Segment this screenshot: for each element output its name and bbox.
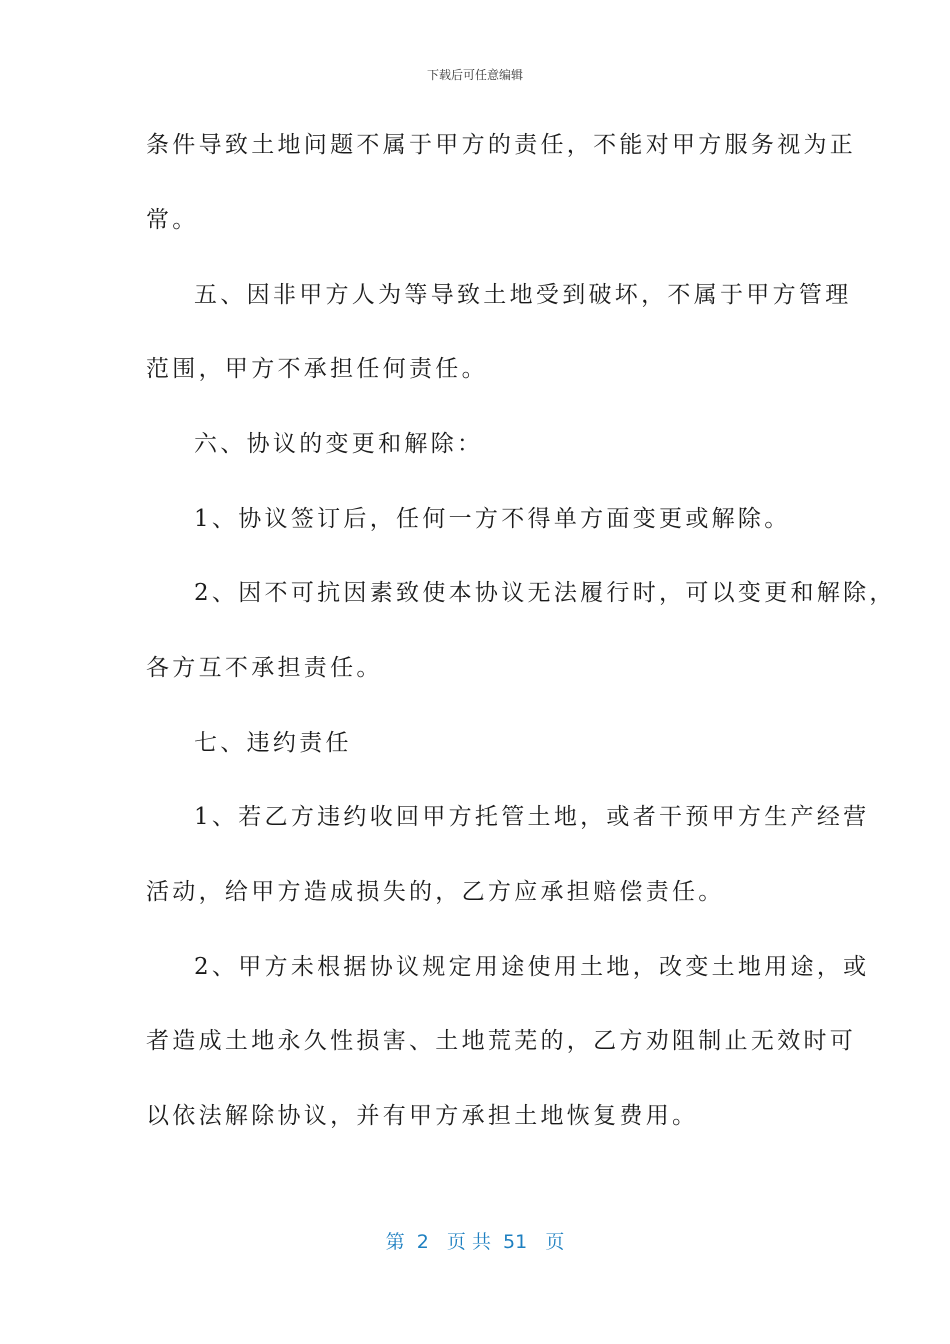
paragraph-line: 2、甲方未根据协议规定用途使用土地，改变土地用途，或 [194,954,870,980]
paragraph-line: 五、因非甲方人为等导致土地受到破坏，不属于甲方管理 [194,282,852,308]
paragraph-line: 范围，甲方不承担任何责任。 [146,356,488,382]
paragraph-line: 活动，给甲方造成损失的，乙方应承担赔偿责任。 [146,879,725,905]
paragraph-line: 以依法解除协议，并有甲方承担土地恢复费用。 [146,1103,699,1129]
paragraph-line: 1、协议签订后，任何一方不得单方面变更或解除。 [194,506,791,532]
paragraph-line: 者造成土地永久性损害、土地荒芜的，乙方劝阻制止无效时可 [146,1028,857,1054]
paragraph-line: 条件导致土地问题不属于甲方的责任，不能对甲方服务视为正 [146,132,857,158]
paragraph-line: 2、因不可抗因素致使本协议无法履行时，可以变更和解除， [194,580,896,606]
paragraph-line: 1、若乙方违约收回甲方托管土地，或者干预甲方生产经营 [194,804,870,830]
header-note: 下载后可任意编辑 [426,68,523,82]
section-heading: 六、协议的变更和解除： [194,431,484,457]
page-number: 第 2 页 共 51 页 [385,1231,565,1253]
paragraph-line: 常。 [146,207,199,233]
section-heading: 七、违约责任 [194,730,352,756]
paragraph-line: 各方互不承担责任。 [146,655,383,681]
